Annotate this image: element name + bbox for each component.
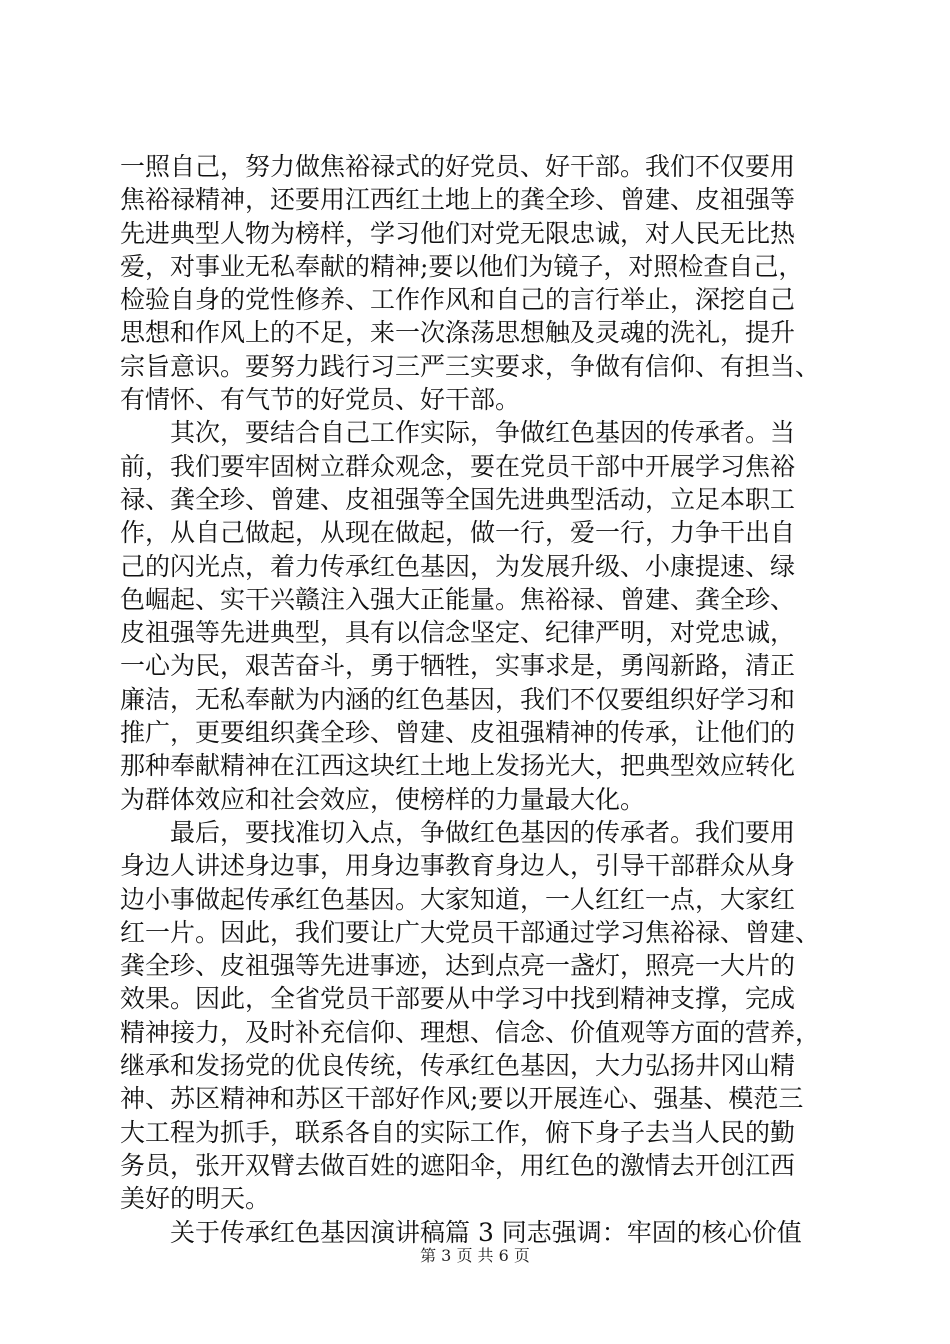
text-line: 禄、龚全珍、曾建、皮祖强等全国先进典型活动，立足本职工 xyxy=(120,484,796,514)
text-line: 廉洁，无私奉献为内涵的红色基因，我们不仅要组织好学习和 xyxy=(120,684,796,714)
text-line: 焦裕禄精神，还要用江西红土地上的龚全珍、曾建、皮祖强等 xyxy=(120,185,796,215)
text-line: 思想和作风上的不足，来一次涤荡思想触及灵魂的洗礼，提升 xyxy=(120,318,796,348)
text-line: 一心为民，艰苦奋斗，勇于牺牲，实事求是，勇闯新路，清正 xyxy=(120,651,796,681)
text-line: 大工程为抓手，联系各自的实际工作，俯下身子去当人民的勤 xyxy=(120,1117,796,1147)
text-line: 检验自身的党性修养、工作作风和自己的言行举止，深挖自己 xyxy=(120,285,796,315)
text-line: 红一片。因此，我们要让广大党员干部通过学习焦裕禄、曾建、 xyxy=(120,917,821,947)
text-line: 边小事做起传承红色基因。大家知道，一人红红一点，大家红 xyxy=(120,884,796,914)
body-text xyxy=(120,150,840,1249)
text-line: 宗旨意识。要努力践行习三严三实要求，争做有信仰、有担当、 xyxy=(120,351,821,381)
text-line: 精神接力，及时补充信仰、理想、信念、价值观等方面的营养， xyxy=(120,1017,821,1047)
text-line: 身边人讲述身边事，用身边事教育身边人，引导干部群众从身 xyxy=(120,851,796,881)
text-line: 先进典型人物为榜样，学习他们对党无限忠诚，对人民无比热 xyxy=(120,218,796,248)
text-line: 务员，张开双臂去做百姓的遮阳伞，用红色的激情去开创江西 xyxy=(120,1150,796,1180)
text-line: 一照自己，努力做焦裕禄式的好党员、好干部。我们不仅要用 xyxy=(120,152,796,181)
text-line: 继承和发扬党的优良传统，传承红色基因，大力弘扬井冈山精 xyxy=(120,1051,796,1081)
text-line: 为群体效应和社会效应，使榜样的力量最大化。 xyxy=(120,784,646,814)
text-line: 推广，更要组织龚全珍、曾建、皮祖强精神的传承，让他们的 xyxy=(120,718,796,748)
text-line: 最后，要找准切入点，争做红色基因的传承者。我们要用 xyxy=(120,817,796,847)
text-line: 皮祖强等先进典型，具有以信念坚定、纪律严明，对党忠诚， xyxy=(120,618,796,648)
text-line: 爱，对事业无私奉献的精神;要以他们为镜子，对照检查自己， xyxy=(120,251,804,281)
text-line: 前，我们要牢固树立群众观念，要在党员干部中开展学习焦裕 xyxy=(120,451,796,481)
text-line: 效果。因此，全省党员干部要从中学习中找到精神支撑，完成 xyxy=(120,984,796,1014)
text-line: 其次，要结合自己工作实际，争做红色基因的传承者。当 xyxy=(120,418,796,448)
text-line: 神、苏区精神和苏区干部好作风;要以开展连心、强基、模范三 xyxy=(120,1084,804,1114)
text-line: 己的闪光点，着力传承红色基因，为发展升级、小康提速、绿 xyxy=(120,551,796,581)
page-footer: 第 3 页 共 6 页 xyxy=(420,1246,530,1265)
text-line: 美好的明天。 xyxy=(120,1184,271,1214)
text-line: 作，从自己做起，从现在做起，做一行，爱一行，力争干出自 xyxy=(120,518,796,548)
text-line: 龚全珍、皮祖强等先进事迹，达到点亮一盏灯，照亮一大片的 xyxy=(120,951,796,981)
text-line: 有情怀、有气节的好党员、好干部。 xyxy=(120,385,521,415)
text-line: 色崛起、实干兴赣注入强大正能量。焦裕禄、曾建、龚全珍、 xyxy=(120,584,796,614)
text-line: 那种奉献精神在江西这块红土地上发扬光大，把典型效应转化 xyxy=(120,751,796,781)
text-line: 关于传承红色基因演讲稿篇 3 同志强调：牢固的核心价值 xyxy=(120,1217,802,1247)
